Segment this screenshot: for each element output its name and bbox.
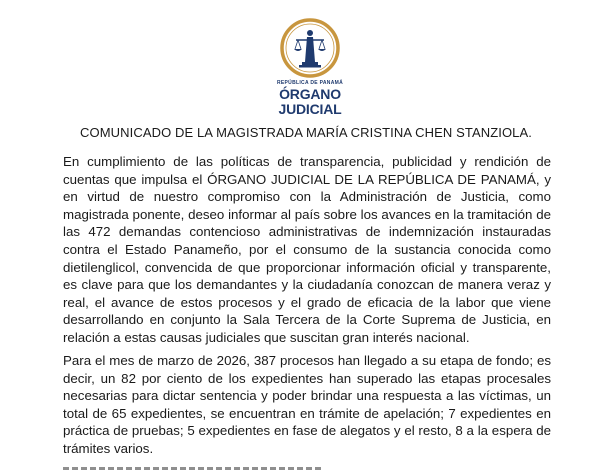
scales-of-justice-icon [280,18,340,78]
logo-wordmark-line2: JUDICIAL [278,101,342,117]
cut-off-text-line [63,467,363,473]
organo-judicial-logo [270,18,350,117]
logo-subtitle: REPÚBLICA DE PANAMÁ [277,80,343,86]
paragraph-2: Para el mes de marzo de 2026, 387 procesos han llegado a su etapa de fondo; es decir, un 82 por ciento de los expedientes han superado las etapas procesales necesarias para dictar sentencia y poder brindar una respuesta a las víctimas, un total de 65 expedientes, se encuentran en trámite de apelación; 7 expedientes en práctica de pruebas; 5 expedientes en fase de alegatos y el resto, 8 a la espera de trámites varios. [63,353,551,456]
paragraph-1: En cumplimiento de las políticas de transparencia, publicidad y rendición de cuentas que impulsa el ÓRGANO JUDICIAL DE LA REPÚBLICA DE PANAMÁ, y en virtud de nuestro compromiso con la Administración de Justicia, como magistrada ponente, deseo informar al país sobre los avances en la tramitación de las 472 demandas contencioso administrativas de indemnización instauradas contra el Estado Panameño, por el consumo de la sustancia conocida como dietilenglicol, convencida de que proporcionar información oficial y transparente, es clave para que los demandantes y la ciudadanía conozcan de manera veraz y real, el avance de estos procesos y el grado de eficacia de la labor que viene desarrollando en conjunto la Sala Tercera de la Corte Suprema de Justicia, en relación a estas causas judiciales que suscitan gran interés nacional. [63,154,551,345]
logo-wordmark-line1: ÓRGANO [279,86,341,102]
document-title: COMUNICADO DE LA MAGISTRADA MARÍA CRISTINA CHEN STANZIOLA. [80,125,532,140]
